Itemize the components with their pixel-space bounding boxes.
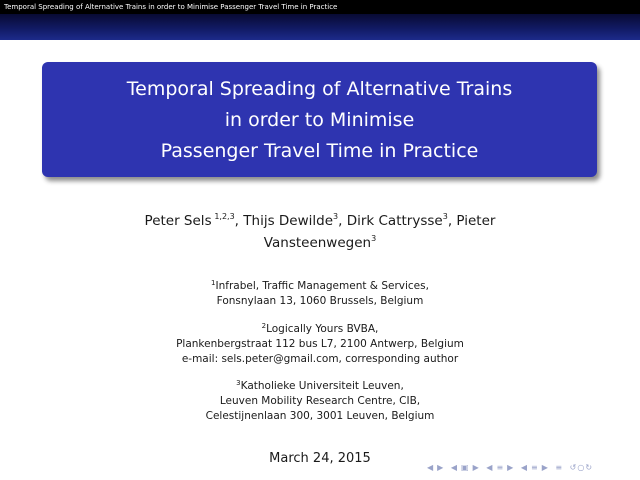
author-name: Thijs Dewilde [243,213,334,229]
affiliation-3 [120,379,520,424]
nav-section-forward-icon[interactable]: ▶ [507,463,515,472]
affiliation-number: 3 [236,379,241,387]
nav-prev-icon[interactable]: ▶ [437,463,445,472]
author-first-name: Pieter [456,213,496,229]
title-line-1: Temporal Spreading of Alternative Trains [126,78,513,100]
affiliation-line: Logically Yours BVBA, [266,323,379,335]
author-name: Peter Sels [144,213,212,229]
nav-subsection-icon[interactable]: ≡ [531,463,539,472]
affiliation-line: Infrabel, Traffic Management & Services, [215,280,429,292]
running-title: Temporal Spreading of Alternative Trains in order to Minimise Passenger Travel Time in Practice [4,3,338,11]
nav-search-icon[interactable]: ↺○↻ [569,463,594,472]
nav-sub-forward-icon[interactable]: ▶ [541,463,549,472]
affiliation-line: Celestijnenlaan 300, 3001 Leuven, Belgium [205,410,435,422]
author-name: Dirk Cattrysse [346,213,443,229]
nav-frame-forward-icon[interactable]: ▶ [472,463,480,472]
title-line-2: in order to Minimise [224,109,415,131]
author-affiliation-mark: 3 [442,212,448,221]
author-last-name: Vansteenwegen [263,235,372,251]
affiliation-number: 2 [261,322,267,330]
author-affiliation-mark: 1,2,3 [214,212,235,221]
presentation-date: March 24, 2015 [269,451,371,466]
affiliation-line: Leuven Mobility Research Centre, CIB, [219,395,421,407]
affiliation-1 [120,279,520,309]
nav-frame-back-icon[interactable]: ◀ [450,463,459,472]
affiliation-line: Plankenbergstraat 112 bus L7, 2100 Antwerp, Belgium [176,338,464,350]
affiliation-2 [120,322,520,367]
nav-section-icon[interactable]: ≡ [496,463,505,472]
title-line-3: Passenger Travel Time in Practice [160,140,479,162]
header-band [0,14,640,40]
author-affiliation-mark: 3 [333,212,339,221]
title-box [42,62,597,177]
nav-align-icon[interactable]: ≡ [555,463,564,472]
affiliation-line: Katholieke Universiteit Leuven, [240,380,404,392]
affiliation-number: 1 [211,279,216,287]
affiliation-line: Fonsnylaan 13, 1060 Brussels, Belgium [216,295,424,307]
beamer-navigation [427,463,596,472]
running-title-bar [0,0,640,14]
nav-first-icon[interactable]: ◀ [427,463,435,472]
author-list: Peter Sels $^{1,2,3}$, Thijs Dewilde$^3$, Dirk Cattrysse$^3$, Pieter Vansteenwegen$^3$ [144,212,496,251]
nav-frame-icon[interactable]: ▣ [461,463,470,472]
nav-section-back-icon[interactable]: ◀ [486,463,494,472]
author-affiliation-mark: 3 [371,234,377,243]
affiliation-email-line: e-mail: sels.peter@gmail.com, corresponding author [181,353,459,365]
nav-sub-back-icon[interactable]: ◀ [520,463,528,472]
